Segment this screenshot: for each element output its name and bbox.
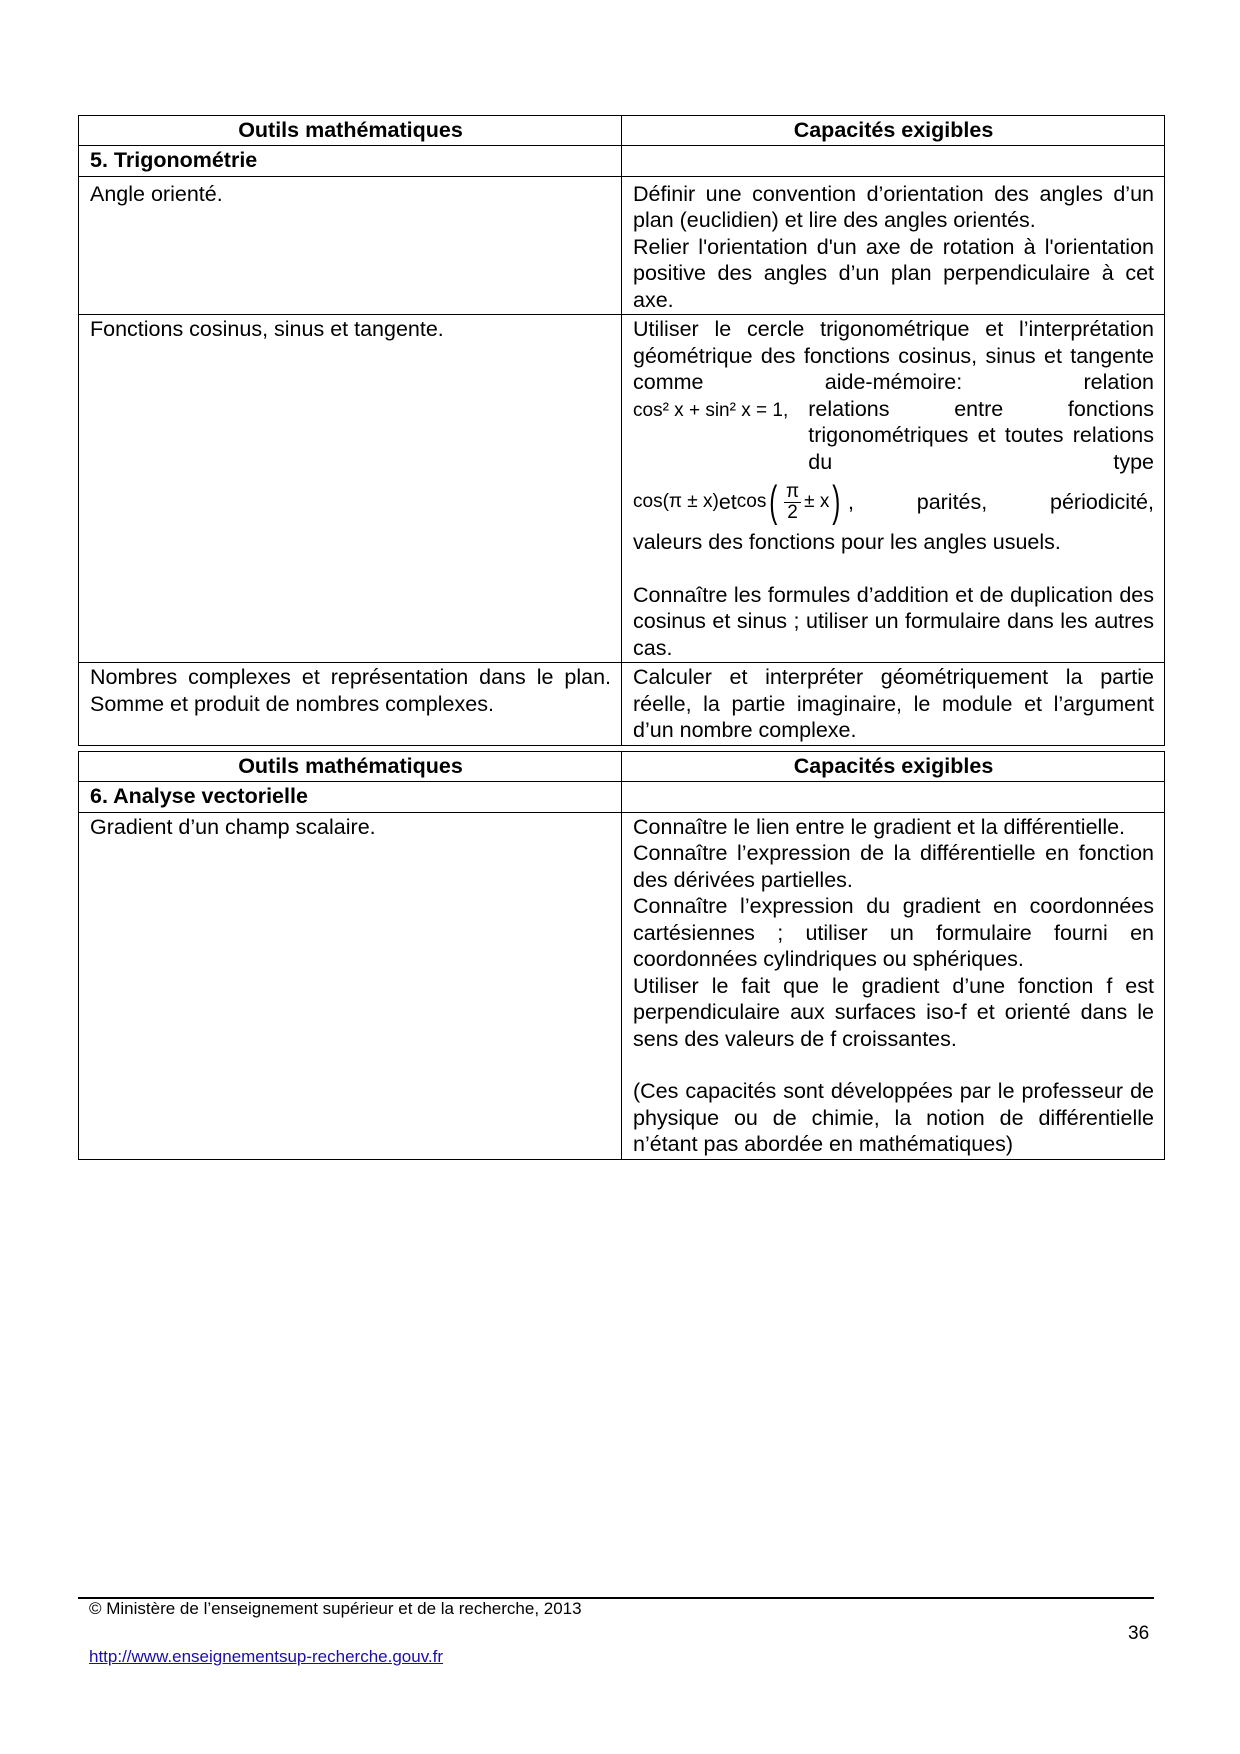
spacer (633, 1052, 1154, 1078)
capacity-text: , parités, périodicité, (847, 489, 1154, 514)
row-right-cell (622, 663, 1165, 746)
section-empty-cell (622, 781, 1165, 812)
header-capacites: Capacités exigibles (622, 116, 1165, 146)
capacity-text: valeurs des fonctions pour les angles usuels. (633, 530, 1061, 554)
capacity-text: Connaître l’expression du gradient en coordonnées cartésiennes ; utiliser un formulaire fourni en coordonnées cylindriques ou sphériques. (633, 894, 1154, 971)
capacity-text: Connaître le lien entre le gradient et la différentielle. (633, 814, 1126, 839)
section-title: 6. Analyse vectorielle (79, 781, 622, 812)
table-row (79, 176, 1165, 315)
formula-cos-pi: cos(π ± x) (633, 490, 719, 512)
formula-suffix: ± x (804, 491, 830, 513)
row-left-cell: Angle orienté. (79, 176, 622, 315)
fraction-denominator: 2 (787, 501, 798, 523)
row-left-cell: Fonctions cosinus, sinus et tangente. (79, 315, 622, 663)
row-right-cell (622, 812, 1165, 1159)
formula-line (633, 475, 1154, 529)
capacity-text: Relier l'orientation d'un axe de rotation à l'orientation positive des angles d’un plan perpendiculaire à cet axe. (633, 234, 1154, 312)
table-row (79, 663, 1165, 746)
spacer (633, 556, 1154, 582)
capacity-text: Connaître les formules d’addition et de duplication des cosinus et sinus ; utiliser un formulaire dans les autres cas. (633, 582, 1154, 660)
right-paren: ) (832, 477, 841, 526)
formula-prefix: cos (736, 491, 767, 513)
capacity-note: (Ces capacités sont développées par le professeur de physique ou de chimie, la notion de différentielle n’étant pas abordée en mathématiques) (633, 1079, 1154, 1156)
word-et: et (718, 489, 737, 514)
fraction (784, 482, 801, 523)
header-outils: Outils mathématiques (79, 116, 622, 146)
left-paren: ( (769, 477, 778, 526)
capacity-text: Connaître l’expression de la différentielle en fonction des dérivées partielles. (633, 841, 1154, 892)
table-trigonometrie (78, 115, 1165, 746)
capacity-text: Utiliser le fait que le gradient d’une fonction f est perpendiculaire aux surfaces iso-f et orienté dans le sens des valeurs de f croissantes. (633, 973, 1154, 1051)
formula-line (633, 396, 1154, 476)
section-title: 5. Trigonométrie (79, 145, 622, 176)
header-capacites: Capacités exigibles (622, 752, 1165, 782)
row-right-cell (622, 176, 1165, 315)
row-left-cell: Gradient d’un champ scalaire. (79, 812, 622, 1159)
formula-cos-pi-half (736, 477, 844, 526)
fraction-numerator: π (786, 480, 800, 502)
formula-pythagore: cos² x + sin² x = 1, (633, 399, 789, 421)
table-row (79, 812, 1165, 1159)
table-analyse-vectorielle (78, 751, 1165, 1160)
table-row (79, 315, 1165, 663)
capacity-text: Utiliser le cercle trigonométrique et l’interprétation géométrique des fonctions cosinus, sinus et tangente comme aide-mémoire: relation (633, 317, 1154, 394)
page-number: 36 (1128, 1623, 1150, 1644)
capacity-text: Définir une convention d’orientation des angles d’un plan (euclidien) et lire des angles orientés. (633, 181, 1154, 232)
row-right-cell (622, 315, 1165, 663)
capacity-text: Calculer et interpréter géométriquement la partie réelle, la partie imaginaire, le module et l’argument d’un nombre complexe. (633, 665, 1154, 742)
header-outils: Outils mathématiques (79, 752, 622, 782)
footer-copyright: © Ministère de l’enseignement supérieur et de la recherche, 2013 (89, 1599, 582, 1618)
capacity-text: relations entre fonctions trigonométriques et toutes relations du type (808, 396, 1154, 474)
footer-link[interactable]: http://www.enseignementsup-recherche.gouv.fr (89, 1647, 444, 1666)
section-empty-cell (622, 145, 1165, 176)
row-left-cell: Nombres complexes et représentation dans le plan. Somme et produit de nombres complexes. (79, 663, 622, 746)
